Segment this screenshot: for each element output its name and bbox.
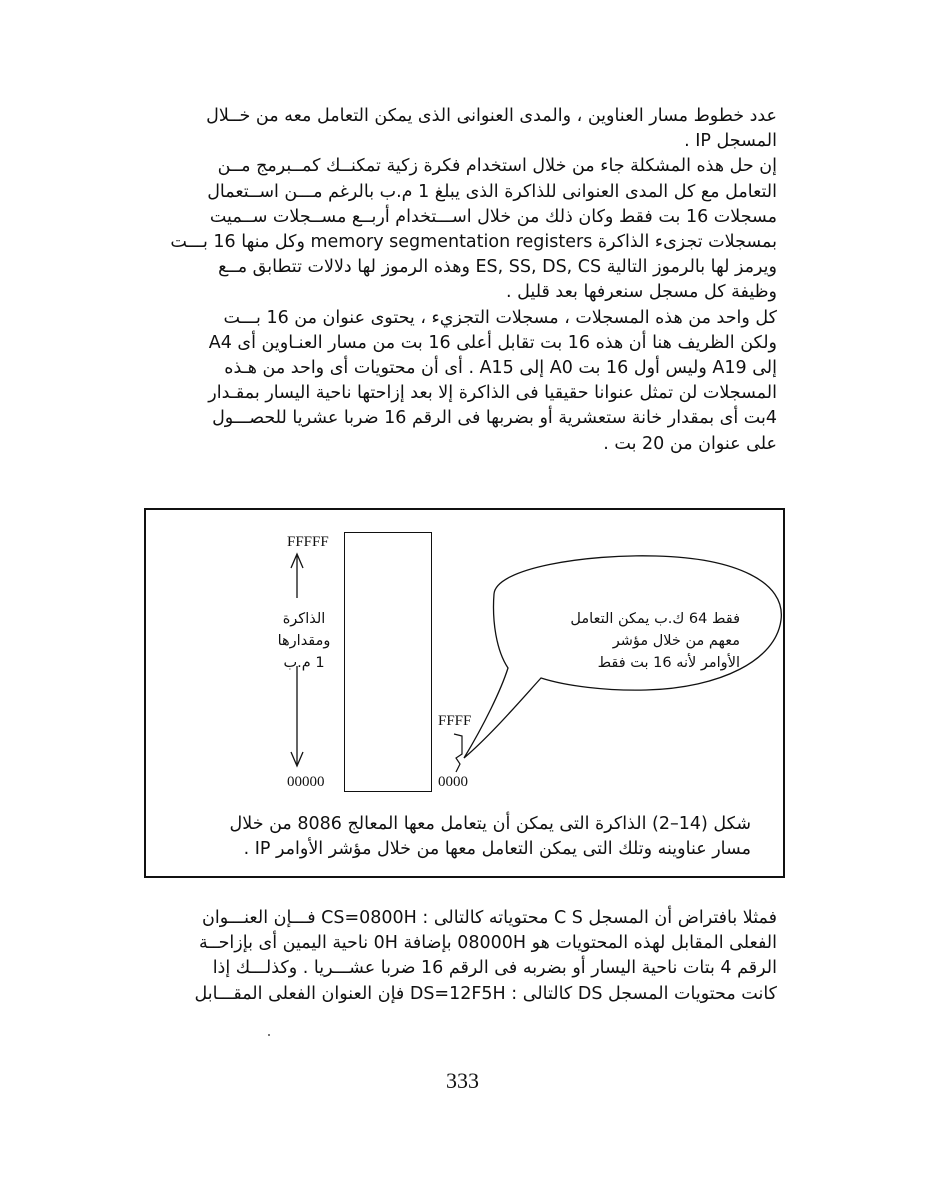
text-line: المسجل IP . <box>684 131 777 152</box>
segment-bracket <box>454 734 462 772</box>
label-line: ومقدارها <box>277 633 331 649</box>
text-line: وظيفة كل مسجل سنعرفها بعد قليل . <box>506 282 777 303</box>
bubble-text <box>512 608 740 674</box>
caption-line: مسار عناوينه وتلك التى يمكن التعامل معها من خلال مؤشر الأوامر IP . <box>243 839 751 859</box>
bubble-line: فقط 64 ك.ب يمكن التعامل <box>570 611 740 627</box>
speck <box>268 1034 270 1036</box>
text-line: الرقم 4 بتات ناحية اليسار أو بضربه فى الرقم 16 ضربا عشـــريا . وكذلـــك إذا <box>212 958 777 979</box>
text-line: إلى A19 وليس أول 16 بت A0 إلى A15 . أى أن محتويات أى واحد من هـذه <box>224 358 777 379</box>
top-address-label: FFFFF <box>287 534 329 550</box>
text-line: عدد خطوط مسار العناوين ، والمدى العنوانى الذى يمكن التعامل معه من خــلال <box>206 106 777 126</box>
bubble-line: الأوامر لأنه 16 بت فقط <box>597 655 740 671</box>
paragraph-example <box>152 906 777 1007</box>
text-line: كانت محتويات المسجل DS كالتالى : DS=12F5H فإن العنوان الفعلى المقـــابل <box>194 983 777 1004</box>
page-number: 333 <box>446 1068 479 1093</box>
text-line: ولكن الظريف هنا أن هذه 16 بت تقابل أعلى 16 بت من مسار العنـاوين أى A4 <box>208 332 777 353</box>
text-line: على عنوان من 20 بت . <box>603 433 777 454</box>
text-line: فمثلا بافتراض أن المسجل C S محتوياته كالتالى : CS=0800H فـــإن العنـــوان <box>202 908 777 928</box>
text-line: 4بت أى بمقدار خانة ستعشرية أو بضربها فى الرقم 16 ضربا عشريا للحصـــول <box>212 408 777 429</box>
segment-bottom-label: 0000 <box>438 774 468 790</box>
bottom-address-label: 00000 <box>287 774 325 790</box>
text-line: إن حل هذه المشكلة جاء من خلال استخدام فكرة زكية تمكنــك كمــبرمج مــن <box>217 156 777 177</box>
memory-block <box>344 532 432 792</box>
paragraph-segment-registers <box>152 104 777 457</box>
text-line: بمسجلات تجزىء الذاكرة memory segmentation registers وكل منها 16 بـــت <box>170 232 777 253</box>
bubble-line: معهم من خلال مؤشر <box>612 633 740 649</box>
segment-top-label: FFFF <box>438 713 472 729</box>
memory-figure <box>144 508 785 878</box>
label-line: الذاكرة <box>282 611 326 627</box>
text-line: المسجلات لن تمثل عنوانا حقيقيا فى الذاكرة إلا بعد إزاحتها ناحية اليسار بمقـدار <box>208 383 777 404</box>
memory-size-label <box>264 608 344 674</box>
text-line: ويرمز لها بالرموز التالية ES, SS, DS, CS وهذه الرموز لها دلالات تتطابق مــع <box>218 257 777 278</box>
text-line: كل واحد من هذه المسجلات ، مسجلات التجزيء ، يحتوى عنوان من 16 بـــت <box>223 307 777 328</box>
figure-caption <box>166 812 751 862</box>
text-line: مسجلات 16 بت فقط وكان ذلك من خلال اســـتخدام أربــع مســجلات ســميت <box>209 206 777 227</box>
label-line: 1 م.ب <box>283 655 325 671</box>
caption-line: شكل (14–2) الذاكرة التى يمكن أن يتعامل معها المعالج 8086 من خلال <box>229 814 751 834</box>
text-line: الفعلى المقابل لهذه المحتويات هو 08000H بإضافة 0H ناحية اليمين أى بإزاحــة <box>198 933 777 954</box>
text-line: التعامل مع كل المدى العنوانى للذاكرة الذى يبلغ 1 م.ب بالرغم مـــن اســتعمال <box>207 181 777 202</box>
